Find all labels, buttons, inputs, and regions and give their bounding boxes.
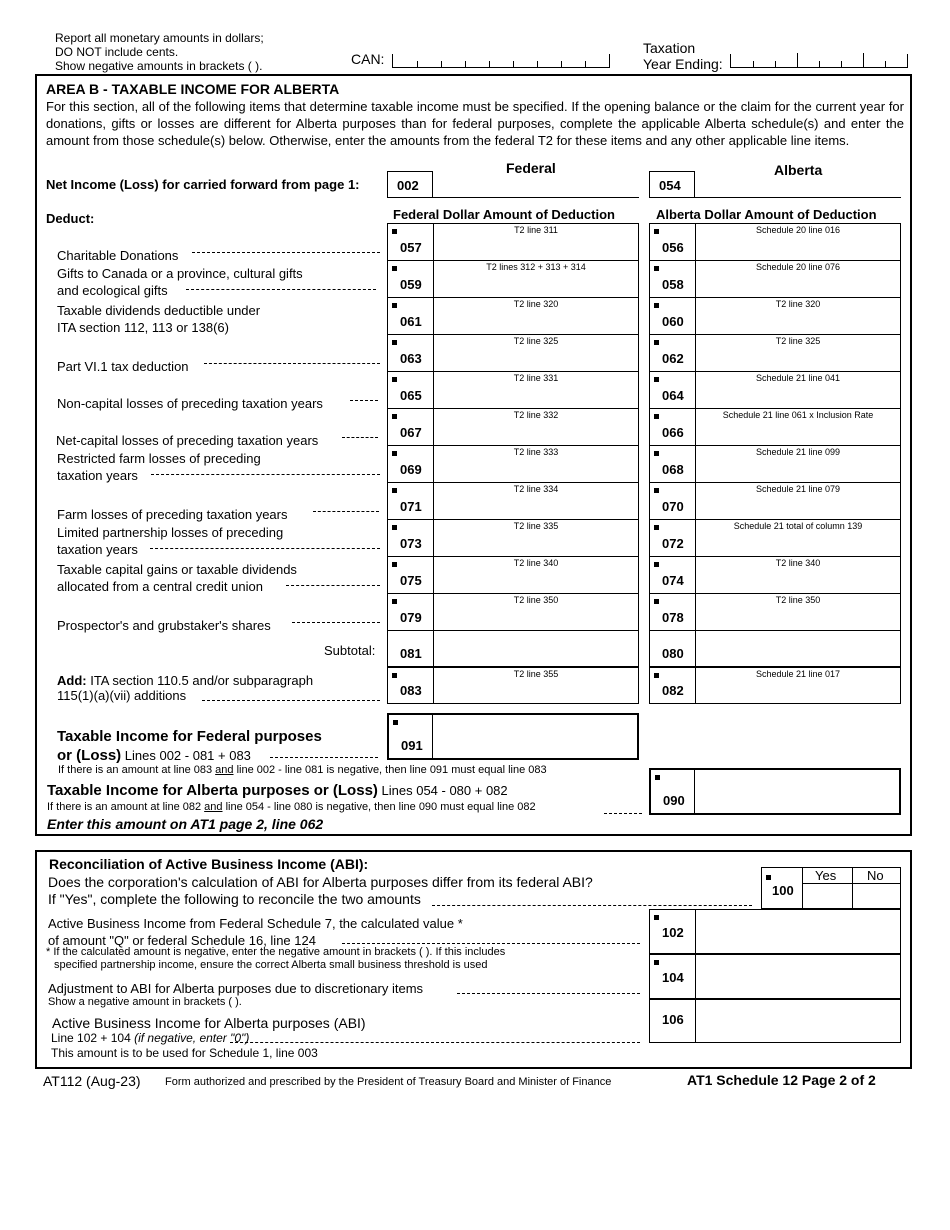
enter-note: Enter this amount on AT1 page 2, line 062	[47, 816, 324, 832]
line-code: 069	[400, 462, 422, 477]
line-reference: T2 lines 312 + 313 + 314	[486, 262, 586, 272]
yes-checkbox[interactable]	[803, 884, 852, 908]
line-code: 072	[662, 536, 684, 551]
add-fed-box[interactable]: 083 T2 line 355	[387, 667, 639, 704]
deduction-label: Non-capital losses of preceding taxation years	[57, 396, 323, 411]
subtotal-label: Subtotal:	[324, 643, 376, 658]
deduct-label: Deduct:	[46, 211, 95, 226]
line-code: 066	[662, 425, 684, 440]
fed-line-069-box[interactable]	[387, 445, 639, 483]
deduction-label: Prospector's and grubstaker's shares	[57, 618, 271, 633]
can-field[interactable]	[392, 54, 610, 68]
line-reference: Schedule 20 line 076	[755, 262, 841, 272]
line-reference: T2 line 335	[513, 521, 559, 531]
tif-note: If there is an amount at line 083 and line 002 - line 081 is negative, then line 091 must equal line 083	[58, 764, 547, 776]
ab-line-056-box[interactable]	[649, 223, 901, 261]
line-reference: T2 line 325	[513, 336, 559, 346]
ab-line-068-box[interactable]	[649, 445, 901, 483]
line-code: 075	[400, 573, 422, 588]
deduction-label: Farm losses of preceding taxation years	[57, 507, 288, 522]
line-reference: Schedule 21 total of column 139	[733, 521, 863, 531]
deduction-label: Part VI.1 tax deduction	[57, 359, 189, 374]
line-code: 061	[400, 314, 422, 329]
ab-line-066-box[interactable]	[649, 408, 901, 446]
fed-line-075-box[interactable]	[387, 556, 639, 594]
ab-line-070-box[interactable]	[649, 482, 901, 520]
line-reference: Schedule 21 line 061 x Inclusion Rate	[722, 410, 874, 420]
fed-net-code: 002	[387, 171, 433, 197]
line-code: 074	[662, 573, 684, 588]
abi-question: Does the corporation's calculation of ABI for Alberta purposes differ from its federal ABI?	[48, 874, 593, 890]
l106-formula: Line 102 + 104 (if negative, enter "0")	[51, 1031, 250, 1045]
line-code: 078	[662, 610, 684, 625]
tia-box[interactable]: 090	[649, 768, 901, 815]
alberta-heading: Alberta	[774, 162, 823, 178]
no-checkbox[interactable]	[853, 884, 900, 908]
line-code: 058	[662, 277, 684, 292]
line-reference: Schedule 21 line 041	[755, 373, 841, 383]
ab-line-078-box[interactable]	[649, 593, 901, 631]
ab-col-heading: Alberta Dollar Amount of Deduction	[656, 207, 877, 222]
fed-line-067-box[interactable]	[387, 408, 639, 446]
can-label: CAN:	[351, 51, 385, 67]
line-reference: T2 line 325	[775, 336, 821, 346]
area-b-intro: For this section, all of the following items that determine taxable income must be specified. If the opening balance or the claim for the current year for donations, gifts or losses are different for Alberta purposes than for federal purposes, complete the applicable Alberta schedule(s) and enter the amount from those schedule(s) below. Otherwise, enter the amounts from the federal T2 for these items and any other applicable line items.	[46, 99, 904, 148]
l104-box[interactable]: 104	[649, 954, 901, 999]
line-code: 068	[662, 462, 684, 477]
line-reference: T2 line 334	[513, 484, 559, 494]
line-code: 059	[400, 277, 422, 292]
subtotal-fed-box[interactable]: 081	[387, 630, 639, 667]
abi-if-yes: If "Yes", complete the following to reconcile the two amounts	[48, 891, 421, 907]
fed-line-073-box[interactable]	[387, 519, 639, 557]
line-code: 057	[400, 240, 422, 255]
add-ab-box[interactable]: 082 Schedule 21 line 017	[649, 667, 901, 704]
line-reference: T2 line 340	[775, 558, 821, 568]
line-reference: Schedule 20 line 016	[755, 225, 841, 235]
tia-label: Taxable Income for Alberta purposes or (Loss) Lines 054 - 080 + 082	[47, 782, 508, 799]
tia-note: If there is an amount at line 082 and line 054 - line 080 is negative, then line 090 must equal line 082	[47, 801, 536, 813]
l106-box[interactable]: 106	[649, 999, 901, 1043]
deduction-label: Taxable dividends deductible under ITA section 112, 113 or 138(6)	[57, 303, 261, 335]
line-reference: T2 line 320	[513, 299, 559, 309]
deduction-label: Taxable capital gains or taxable dividends allocated from a central credit union	[57, 562, 297, 594]
fed-line-071-box[interactable]	[387, 482, 639, 520]
form-authority: Form authorized and prescribed by the President of Treasury Board and Minister of Finance	[165, 1076, 612, 1088]
tye-field[interactable]	[730, 54, 908, 68]
line-code: 063	[400, 351, 422, 366]
deduction-label: Restricted farm losses of preceding taxation years	[57, 451, 261, 483]
line-reference: T2 line 331	[513, 373, 559, 383]
line-code: 060	[662, 314, 684, 329]
ab-line-060-box[interactable]	[649, 297, 901, 335]
fed-line-065-box[interactable]	[387, 371, 639, 409]
deduction-label: Net-capital losses of preceding taxation years	[56, 433, 319, 448]
line-reference: Schedule 21 line 099	[755, 447, 841, 457]
net-income-label: Net Income (Loss) for carried forward from page 1:	[46, 177, 360, 192]
no-label: No	[867, 868, 884, 883]
fed-line-063-box[interactable]	[387, 334, 639, 372]
line-code: 064	[662, 388, 684, 403]
line-code: 071	[400, 499, 422, 514]
ab-net-code: 054	[649, 171, 695, 197]
federal-heading: Federal	[506, 160, 556, 176]
line-reference: T2 line 333	[513, 447, 559, 457]
line-reference: T2 line 320	[775, 299, 821, 309]
l102-box[interactable]: 102	[649, 909, 901, 954]
deduction-label: Charitable Donations	[57, 248, 179, 263]
line-code: 073	[400, 536, 422, 551]
line-reference: T2 line 350	[513, 595, 559, 605]
line-reference: T2 line 332	[513, 410, 559, 420]
tif-label: Taxable Income for Federal purposes or (Loss) Lines 002 - 081 + 083	[57, 728, 322, 764]
fed-line-059-box[interactable]	[387, 260, 639, 298]
header-note: Report all monetary amounts in dollars; DO NOT include cents. Show negative amounts in brackets ( ).	[55, 31, 264, 73]
line-reference: T2 line 350	[775, 595, 821, 605]
line-code: 062	[662, 351, 684, 366]
subtotal-ab-box[interactable]: 080	[649, 630, 901, 667]
area-b-title: AREA B - TAXABLE INCOME FOR ALBERTA	[46, 81, 340, 97]
line-code: 056	[662, 240, 684, 255]
line-code: 070	[662, 499, 684, 514]
line-reference: T2 line 340	[513, 558, 559, 568]
l106-note: This amount is to be used for Schedule 1, line 003	[51, 1046, 318, 1060]
l102-label: Active Business Income from Federal Schedule 7, the calculated value * of amount "Q" or federal Schedule 16, line 124	[48, 916, 463, 948]
deduction-label: Gifts to Canada or a province, cultural gifts and ecological gifts	[57, 266, 303, 298]
fed-col-heading: Federal Dollar Amount of Deduction	[393, 207, 615, 222]
abi-yes-no-box: 100 Yes No	[761, 867, 901, 909]
deduction-label: Limited partnership losses of preceding taxation years	[57, 525, 284, 557]
abi-title: Reconciliation of Active Business Income (ABI):	[49, 856, 369, 872]
ab-line-074-box[interactable]	[649, 556, 901, 594]
ab-line-058-box[interactable]	[649, 260, 901, 298]
l104-label: Adjustment to ABI for Alberta purposes due to discretionary items Show a negative amount in brackets ( ).	[48, 981, 424, 1008]
fed-line-057-box[interactable]	[387, 223, 639, 261]
ab-line-062-box[interactable]	[649, 334, 901, 372]
line-code: 079	[400, 610, 422, 625]
tif-box[interactable]: 091	[387, 713, 639, 760]
line-code: 067	[400, 425, 422, 440]
add-label: Add: ITA section 110.5 and/or subparagraph 115(1)(a)(vii) additions	[57, 673, 314, 703]
l102-footnote: * If the calculated amount is negative, enter the negative amount in brackets ( ). If this includes specified partnership income, ensure the correct Alberta small business threshold is used	[46, 946, 506, 971]
ab-line-064-box[interactable]	[649, 371, 901, 409]
ab-line-072-box[interactable]	[649, 519, 901, 557]
line-reference: Schedule 21 line 079	[755, 484, 841, 494]
l106-label: Active Business Income for Alberta purposes (ABI)	[52, 1015, 366, 1031]
page-number: AT1 Schedule 12 Page 2 of 2	[687, 1072, 876, 1088]
form-id: AT112 (Aug-23)	[43, 1073, 141, 1089]
fed-line-061-box[interactable]	[387, 297, 639, 335]
fed-line-079-box[interactable]	[387, 593, 639, 631]
line-reference: T2 line 311	[514, 225, 558, 235]
yes-label: Yes	[815, 868, 837, 883]
line-code: 065	[400, 388, 422, 403]
tye-label: Taxation Year Ending:	[643, 40, 723, 72]
